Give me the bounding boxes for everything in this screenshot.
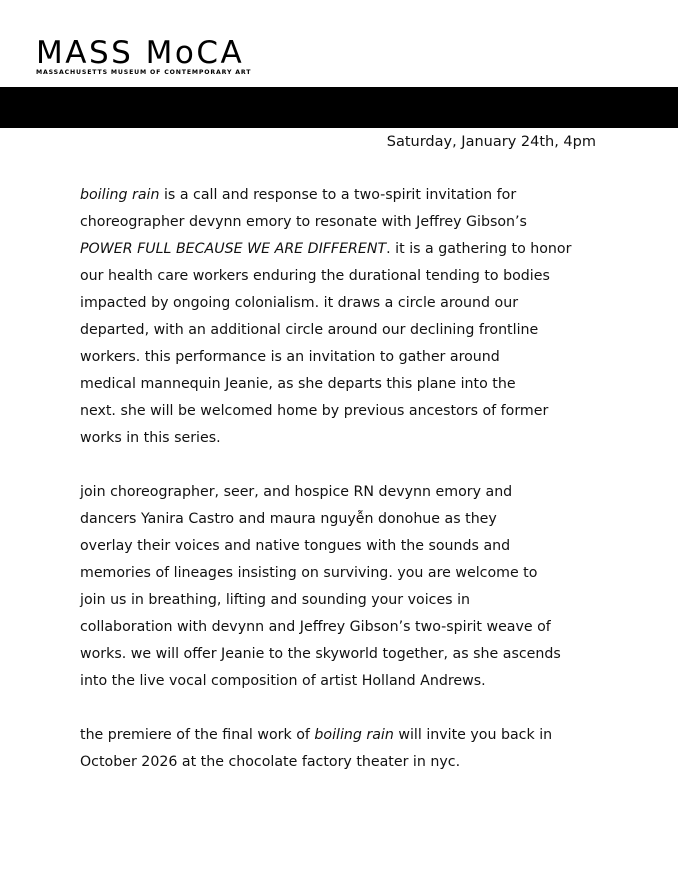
text-line: join choreographer, seer, and hospice RN devynn emory and: [80, 484, 513, 500]
artwork-title: POWER FULL BECAUSE WE ARE DIFFERENT: [80, 241, 387, 257]
mass-moca-logo: [36, 36, 251, 77]
paragraph-performers: [80, 479, 620, 695]
text-line: medical mannequin Jeanie, as she departs this plane into the: [80, 376, 516, 392]
text-line: the premiere of the final work of boiling rain will invite you back in: [80, 727, 553, 743]
text-line: into the live vocal composition of artist Holland Andrews.: [80, 673, 486, 689]
event-description: [80, 182, 620, 803]
text-line: memories of lineages insisting on surviving. you are welcome to: [80, 565, 538, 581]
text-line: next. she will be welcomed home by previous ancestors of former: [80, 403, 549, 419]
text-line: choreographer devynn emory to resonate with Jeffrey Gibson’s: [80, 214, 527, 230]
logo-title: MASS MoCA: [36, 35, 245, 71]
text-line: October 2026 at the chocolate factory theater in nyc.: [80, 754, 461, 770]
paragraph-intro: [80, 182, 620, 452]
text-line: departed, with an additional circle around our declining frontline: [80, 322, 539, 338]
text-line: POWER FULL BECAUSE WE ARE DIFFERENT. it is a gathering to honor: [80, 241, 572, 257]
text-line: boiling rain is a call and response to a two-spirit invitation for: [80, 187, 517, 203]
text-line: works in this series.: [80, 430, 221, 446]
text-line: overlay their voices and native tongues with the sounds and: [80, 538, 511, 554]
text-line: join us in breathing, lifting and sounding your voices in: [80, 592, 471, 608]
text-line: works. we will offer Jeanie to the skyworld together, as she ascends: [80, 646, 561, 662]
text-line: impacted by ongoing colonialism. it draws a circle around our: [80, 295, 519, 311]
text-line: workers. this performance is an invitation to gather around: [80, 349, 500, 365]
work-title: boiling rain: [80, 187, 160, 203]
paragraph-premiere: [80, 722, 620, 776]
text-line: our health care workers enduring the durational tending to bodies: [80, 268, 550, 284]
text-line: dancers Yanira Castro and maura nguyễn donohue as they: [80, 511, 497, 527]
logo-subtitle: MASSACHUSETTS MUSEUM OF CONTEMPORARY ART: [36, 69, 252, 76]
event-date: Saturday, January 24th, 4pm: [386, 134, 596, 150]
header-band: [0, 87, 678, 128]
text-line: collaboration with devynn and Jeffrey Gibson’s two-spirit weave of: [80, 619, 551, 635]
work-title: boiling rain: [314, 727, 394, 743]
